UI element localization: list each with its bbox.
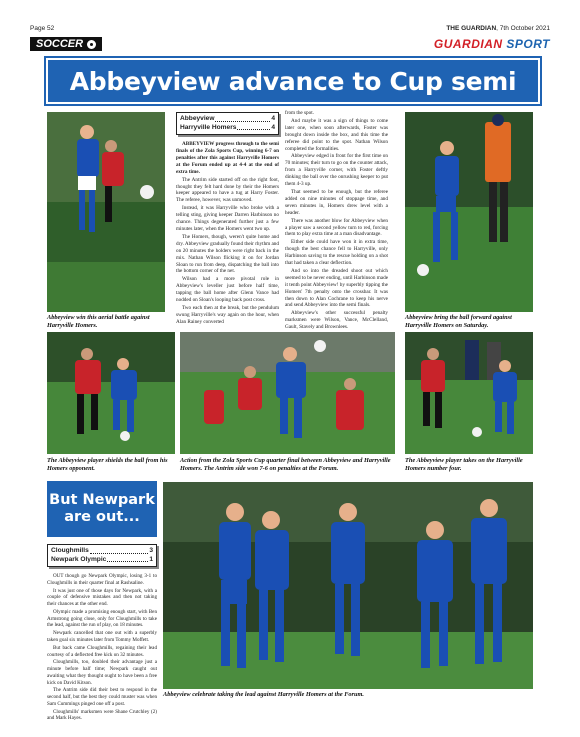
headline-text: Abbeyview advance to Cup semi xyxy=(69,66,517,96)
paragraph: There was another blow for Abbeyview when a player saw a second yellow turn to red, forcing them to play extra time at a man disadvantage. xyxy=(285,217,388,238)
page-number: Page 52 xyxy=(30,24,55,32)
paragraph: Cloughmills' marksmen were Shane Crutchley (2) and Mark Hayes. xyxy=(47,708,157,722)
paragraph: Cloughmills, too, doubled their advantage just a minute before half time; Newpark caught out awaiting what they thought ought to have been a free kick on David Kitson. xyxy=(47,659,157,686)
page-header xyxy=(30,22,550,34)
paragraph: ABBEYVIEW progress through to the semi finals of the Zola Sports Cup, winning 6-7 on penalties after this against Harryville Homers at the Forum ended up at 4-4 at the end of extra time. xyxy=(176,141,279,175)
sub-headline-text: But Newpark are out... xyxy=(49,492,155,525)
section-name: SOCCER xyxy=(36,38,84,50)
photo-takes-on-number-four xyxy=(405,332,533,454)
sub-article-column xyxy=(47,544,157,723)
home-team: Cloughmills xyxy=(51,547,89,554)
paragraph: Instead, it was Harryville who broke with a telling sting, giving keeper Darren Harbinson no chance. Things degenerated further just a few minutes later, when the Homers went two up. xyxy=(176,205,279,232)
caption-aerial-battle: Abbeyview win this aerial battle against Harryville Homers. xyxy=(47,314,150,329)
section-bar xyxy=(30,36,550,52)
home-score: 4 xyxy=(271,115,275,122)
score-box-sub xyxy=(47,544,157,567)
brand-name: GUARDIAN xyxy=(433,37,507,51)
paragraph: Newpark cancelled that one out with a superbly taken goal six minutes later from Tommy Moffett. xyxy=(47,630,157,644)
away-team: Harryville Homers xyxy=(180,123,237,131)
paragraph: Abbeyview's other successful penalty marksmen were Wilson, Vance, McClelland, Gault, Stavely and Brownlees. xyxy=(285,310,388,331)
photo-shields-ball xyxy=(47,332,175,454)
caption-celebration: Abbeyview celebrate taking the lead against Harryville Homers at the Forum. xyxy=(163,691,364,698)
main-headline xyxy=(46,58,540,104)
photo-quarter-final-action xyxy=(180,332,395,454)
brand-sport: SPORT xyxy=(506,37,550,51)
paragraph: OUT though go Newpark Olympic, losing 3-1 to Cloughmills in their quarter final at Rashsaline. xyxy=(47,573,157,586)
photo-aerial-battle xyxy=(47,112,165,312)
paragraph: The Antrim side started off on the right foot, thought they felt hard done by their the Homers keeper appeared to have a tug at Harry Foster. The referee, however, was unmoved. xyxy=(176,176,279,204)
caption-ball-forward: Abbeyview bring the ball forward against Harryville Homers on Saturday. xyxy=(405,314,512,329)
sub-headline xyxy=(47,481,157,537)
paragraph: Two each then at the break, but the pendulum swung Harryville's way again on the hour, when Alan Rainey converted xyxy=(176,304,279,325)
home-team: Abbeyview xyxy=(180,115,215,122)
caption-shields-ball: The Abbeyview player shields the ball from his Homers opponent. xyxy=(47,457,168,472)
away-team: Newpark Olympic xyxy=(51,555,107,563)
photo-ball-forward xyxy=(405,112,533,312)
photo-celebration xyxy=(163,482,533,689)
paper-dateline xyxy=(446,25,550,32)
paragraph: The Homers, though, weren't quite home and dry. Abbeyview gradually found their rhythm and on 20 minutes the holders were right back in the mix. Nathan Wilson flicking it on for Jordan Sloan to run from deep, dispatching the ball into the bottom corner of the net. xyxy=(176,233,279,275)
paragraph: from the spot. xyxy=(285,110,314,116)
paragraph: Abbeyview edged in front for the first time on 70 minutes; their turn to go on the counter attack, from a Harryville corner, with Foster deftly dinking the ball over the onrushing keeper to put them 4-3 up. xyxy=(285,153,388,188)
paper-name: THE GUARDIAN xyxy=(446,24,497,32)
section-label xyxy=(30,37,102,51)
paragraph: And maybe it was a sign of things to come later one, when soon afterwards, Foster was brought down inside the box, and this time the referee did point to the spot. Nathan Wilson completed the formalities. xyxy=(285,117,388,152)
brand-logo xyxy=(434,37,550,51)
away-score: 1 xyxy=(149,555,153,563)
caption-takes-on-number-four: The Abbeyview player takes on the Harryville Homers number four. xyxy=(405,457,523,472)
article-column-2 xyxy=(285,110,388,332)
paragraph: But back came Cloughmills, regaining their lead courtesy of a deflected free kick on 32 minutes. xyxy=(47,644,157,658)
paragraph: It was just one of those days for Newpark, with a couple of defensive mistakes and then not taking their chances at the other end. xyxy=(47,587,157,608)
paragraph: That seemed to be enough, but the referee added on nine minutes of stoppage time, and seven minutes in, Homers drew level with a header. xyxy=(285,188,388,216)
paragraph: Either side could have won it in extra time, though the best chance fell to Harryville, only Harbinson saving to the rescue holding on a shot that had taken a clear deflection. xyxy=(285,239,388,267)
paragraph: Olympic made a promising enough start, with Ben Armstrong going close, only for Cloughmills to take the lead, against the run of play, on 18 minutes. xyxy=(47,608,157,629)
football-icon xyxy=(87,40,96,49)
paragraph: The Antrim side did their best to respond in the second half, but the best they could muster was when Sam Cummings pinged one off a post. xyxy=(47,687,157,707)
away-score: 4 xyxy=(271,123,275,131)
caption-quarter-final-action: Action from the Zola Sports Cup quarter final between Abbeyview and Harryville Homers. The Antrim side won 7-6 on penalties at the Forum. xyxy=(180,457,391,472)
home-score: 3 xyxy=(149,547,153,554)
score-box-main xyxy=(176,112,279,135)
article-column-1 xyxy=(176,112,279,327)
paragraph: And so into the dreaded shoot out which seemed to be never ending, until Harbinson made it tenth point Abbeyview! by superbly tipping the Homers' 7th penalty onto the crossbar. It was then down to Alan Cochrane to keep his nerve and send Abbeyview into the semi finals. xyxy=(285,267,388,309)
paragraph: Wilson had a more pivotal role in Abbeyview's leveller just before half time, tapping the ball home after Glenn Vance had nodded on Sloan's looping back post cross. xyxy=(176,276,279,304)
issue-date: , 7th October 2021 xyxy=(496,24,550,32)
